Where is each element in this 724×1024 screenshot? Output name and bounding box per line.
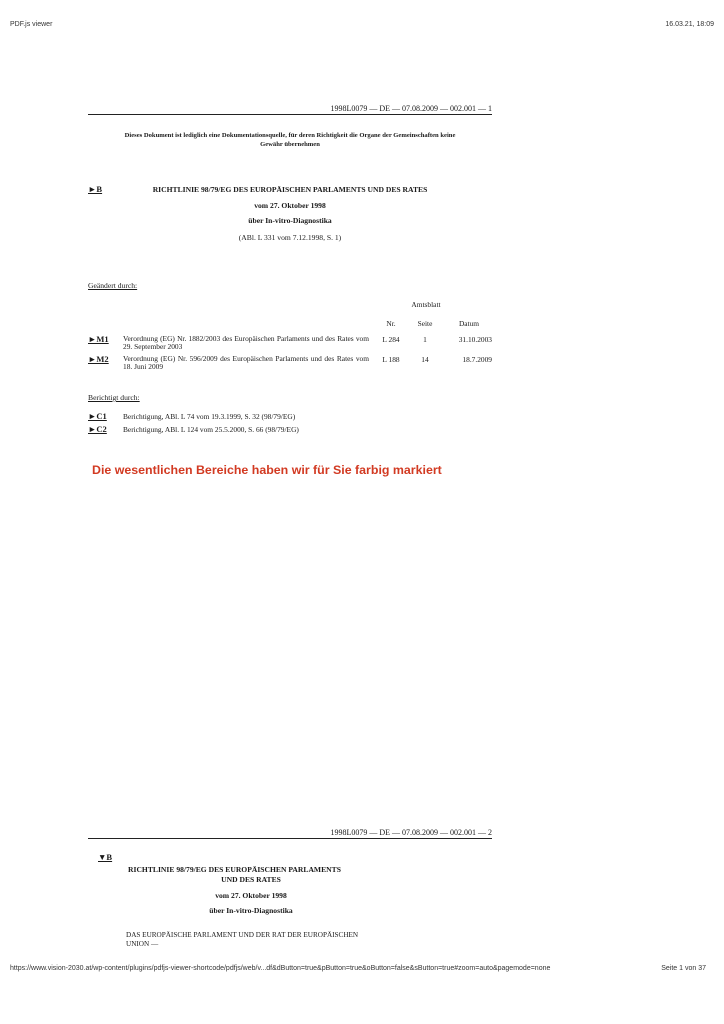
official-journal-ref: (ABl. L 331 vom 7.12.1998, S. 1) <box>238 233 342 242</box>
document-header-page-1: 1998L0079 — DE — 07.08.2009 — 002.001 — 1 <box>88 104 492 115</box>
disclaimer-notice <box>90 131 490 149</box>
preamble-text <box>126 931 358 949</box>
marker-b-link[interactable]: ►B <box>88 184 103 194</box>
preamble-line-2: UNION — <box>126 940 159 948</box>
amendment-text: Verordnung (EG) Nr. 596/2009 des Europäischen Parlaments und des Rates vom 18. Juni 2009 <box>123 354 369 371</box>
highlight-note: Die wesentlichen Bereiche haben wir für Sie farbig markiert <box>92 463 442 477</box>
table-col-datum: Datum <box>458 319 480 328</box>
document-header-page-2: 1998L0079 — DE — 07.08.2009 — 002.001 — 2 <box>88 828 492 839</box>
table-group-header: Amtsblatt <box>411 300 441 309</box>
amendment-nr: L 188 <box>382 355 400 364</box>
corrected-by-heading: Berichtigt durch: <box>88 393 140 402</box>
marker-c1[interactable] <box>88 411 107 421</box>
correction-text: Berichtigung, ABl. L 124 vom 25.5.2000, S. 66 (98/79/EG) <box>123 425 299 434</box>
correction-text: Berichtigung, ABl. L 74 vom 19.3.1999, S. 32 (98/79/EG) <box>123 412 296 421</box>
marker-c1-link[interactable]: ►C1 <box>88 411 107 421</box>
marker-b-page-2[interactable] <box>98 852 112 862</box>
directive-title-line-1: RICHTLINIE 98/79/EG DES EUROPÄISCHEN PARLAMENTS <box>128 865 341 874</box>
amendment-datum: 18.7.2009 <box>462 355 492 364</box>
marker-b[interactable] <box>88 184 102 194</box>
preamble-line-1: DAS EUROPÄISCHE PARLAMENT UND DER RAT DER EUROPÄISCHEN <box>126 931 359 939</box>
page-url[interactable]: https://www.vision-2030.at/wp-content/plugins/pdfjs-viewer-shortcode/pdfjs/web/v...df&dButton=true&pButton=true&oButton=false&sButton=true#zoom=auto&pagemode=none <box>10 965 551 972</box>
marker-c2[interactable] <box>88 424 107 434</box>
disclaimer-line-2: Gewähr übernehmen <box>260 141 320 148</box>
marker-m2-link[interactable]: ►M2 <box>88 354 109 364</box>
table-col-nr: Nr. <box>386 319 396 328</box>
amendment-seite: 14 <box>421 355 429 364</box>
directive-title-line-2: UND DES RATES <box>221 875 281 884</box>
disclaimer-line-1: Dieses Dokument ist lediglich eine Dokumentationsquelle, für deren Richtigkeit die Organe der Gemeinschaften keine <box>124 132 456 139</box>
amendment-text: Verordnung (EG) Nr. 1882/2003 des Europäischen Parlaments und des Rates vom 29. September 2003 <box>123 334 369 351</box>
amendment-nr: L 284 <box>382 335 400 344</box>
table-col-seite: Seite <box>417 319 433 328</box>
amended-by-heading: Geändert durch: <box>88 281 138 290</box>
page-counter: Seite 1 von 37 <box>661 965 706 972</box>
directive-date: vom 27. Oktober 1998 <box>254 201 326 210</box>
directive-title: RICHTLINIE 98/79/EG DES EUROPÄISCHEN PARLAMENTS UND DES RATES <box>152 185 428 194</box>
print-datetime: 16.03.21, 18:09 <box>665 21 714 28</box>
marker-b-page-2-link[interactable]: ▼B <box>98 852 113 862</box>
marker-m1[interactable] <box>88 334 109 344</box>
amendment-datum: 31.10.2003 <box>458 335 492 344</box>
marker-c2-link[interactable]: ►C2 <box>88 424 107 434</box>
marker-m1-link[interactable]: ►M1 <box>88 334 109 344</box>
browser-title: PDF.js viewer <box>10 21 53 28</box>
directive-date-page-2: vom 27. Oktober 1998 <box>215 891 287 900</box>
directive-subject-page-2: über In-vitro-Diagnostika <box>209 906 293 915</box>
amendment-seite: 1 <box>423 335 427 344</box>
marker-m2[interactable] <box>88 354 109 364</box>
directive-subject: über In-vitro-Diagnostika <box>248 216 332 225</box>
